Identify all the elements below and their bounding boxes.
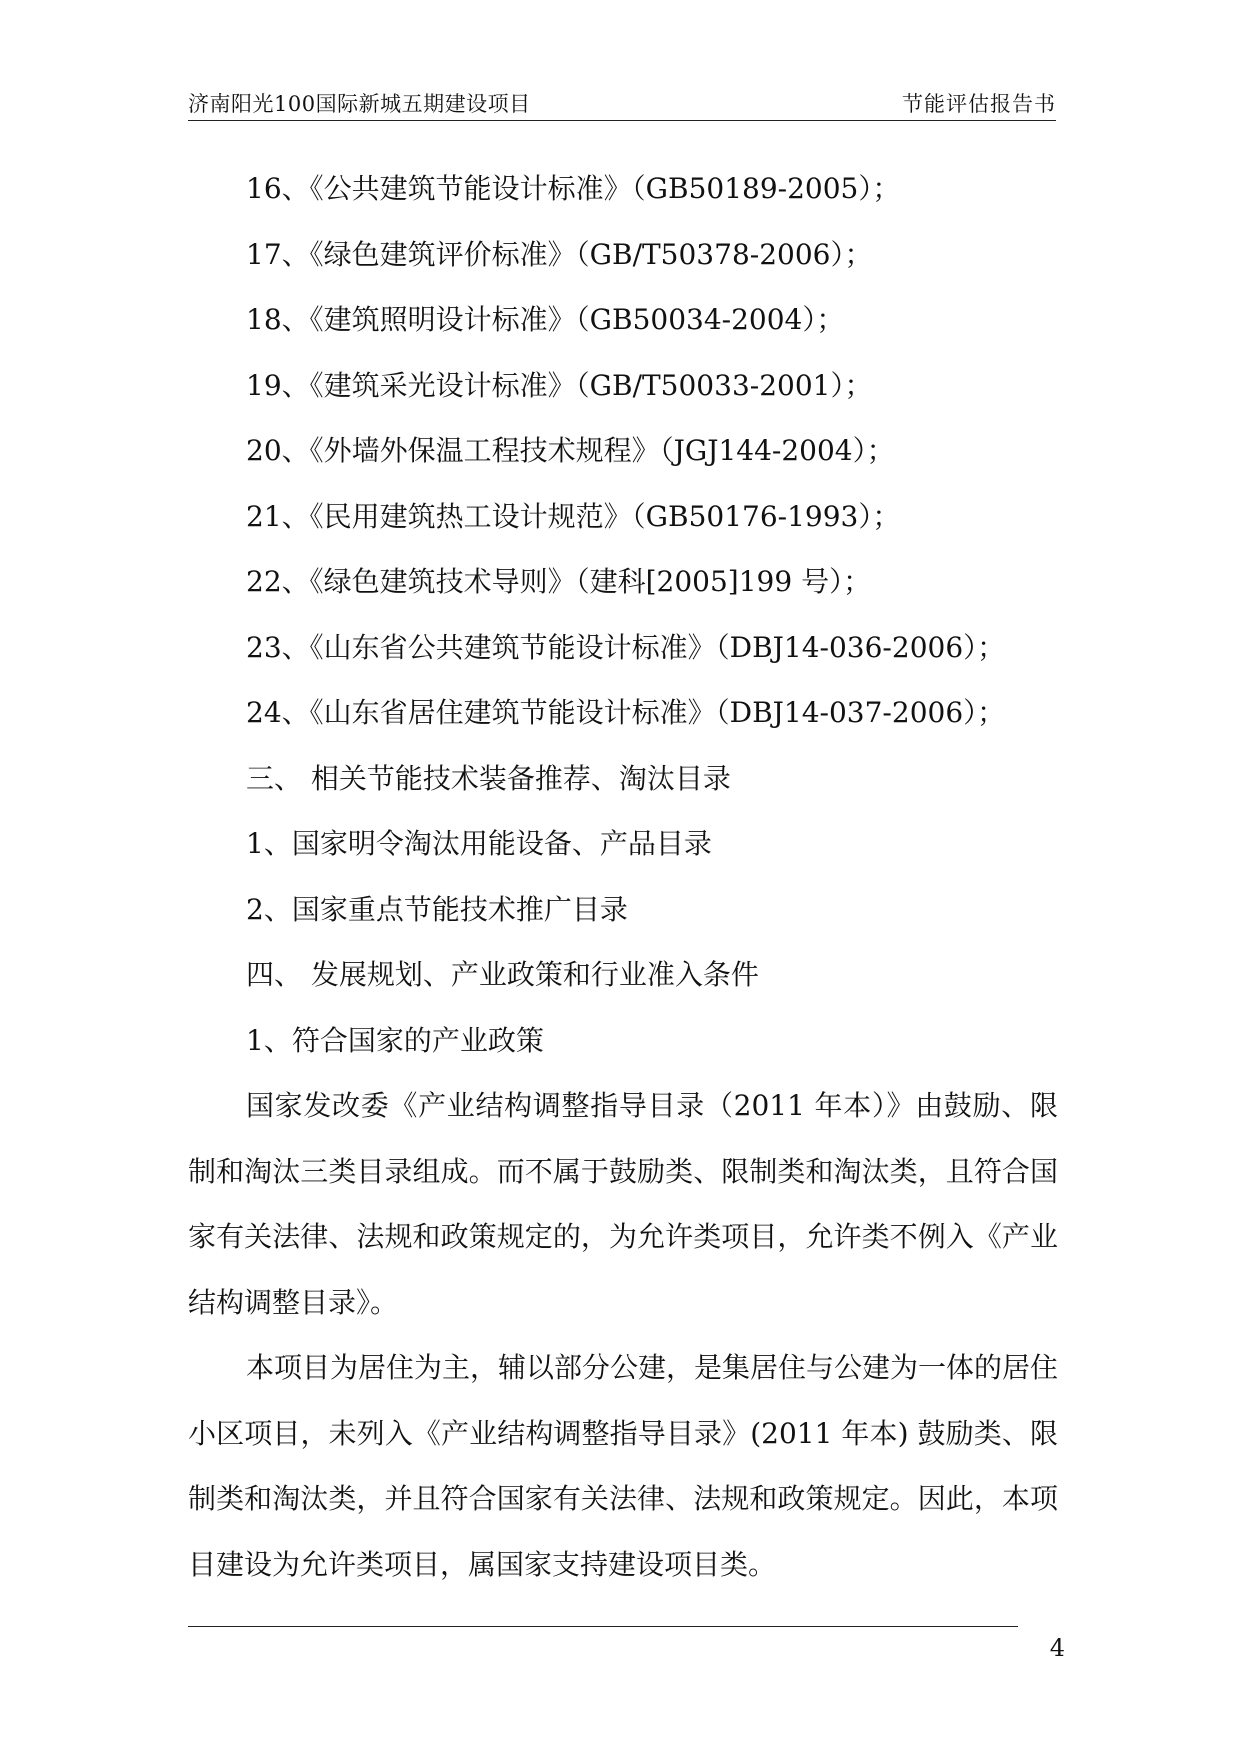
list-item: 16、《公共建筑节能设计标准》（GB50189-2005）；: [246, 172, 901, 205]
list-item: 17、《绿色建筑评价标准》（GB/T50378-2006）；: [246, 237, 873, 271]
section-heading-3: 三、 相关节能技术装备推荐、淘汰目录: [246, 761, 731, 795]
section-heading-4: 四、 发展规划、产业政策和行业准入条件: [246, 958, 759, 991]
page-number: 4: [1049, 1634, 1065, 1662]
list-item: 20、《外墙外保温工程技术规程》（JGJ144-2004）；: [246, 434, 895, 467]
list-item: 21、《民用建筑热工设计规范》（GB50176-1993）；: [246, 499, 901, 533]
header-document-type: 节能评估报告书: [902, 92, 1056, 116]
list-item: 24、《山东省居住建筑节能设计标准》（DBJ14-037-2006）；: [246, 696, 1006, 729]
body-paragraph: 本项目为居住为主，辅以部分公建，是集居住与公建为一体的居住小区项目，未列入《产业结构调整指导目录》(2011 年本) 鼓励类、限制类和淘汰类，并且符合国家有关法律、法规和政策规定。因此，本项目建设为允许类项目，属国家支持建设项目类。: [188, 1351, 1059, 1581]
list-item: 22、《绿色建筑技术导则》（建科[2005]199 号）；: [246, 565, 872, 598]
footer-divider: [188, 1626, 1018, 1627]
section-3-item: 1、国家明令淘汰用能设备、产品目录: [246, 827, 712, 860]
header-project-title: 济南阳光100国际新城五期建设项目: [188, 92, 531, 116]
list-item: 19、《建筑采光设计标准》（GB/T50033-2001）；: [246, 368, 873, 402]
page-header: [188, 86, 1056, 121]
page-body: [188, 156, 1058, 1597]
section-4-item: 1、符合国家的产业政策: [246, 1023, 544, 1057]
list-item: 23、《山东省公共建筑节能设计标准》（DBJ14-036-2006）；: [246, 630, 1006, 664]
body-paragraph: 国家发改委《产业结构调整指导目录（2011 年本）》由鼓励、限制和淘汰三类目录组成。而不属于鼓励类、限制类和淘汰类，且符合国家有关法律、法规和政策规定的，为允许类项目，允许类不例入《产业结构调整目录》。: [188, 1089, 1058, 1319]
section-3-item: 2、国家重点节能技术推广目录: [246, 892, 628, 926]
list-item: 18、《建筑照明设计标准》（GB50034-2004）；: [246, 303, 845, 336]
